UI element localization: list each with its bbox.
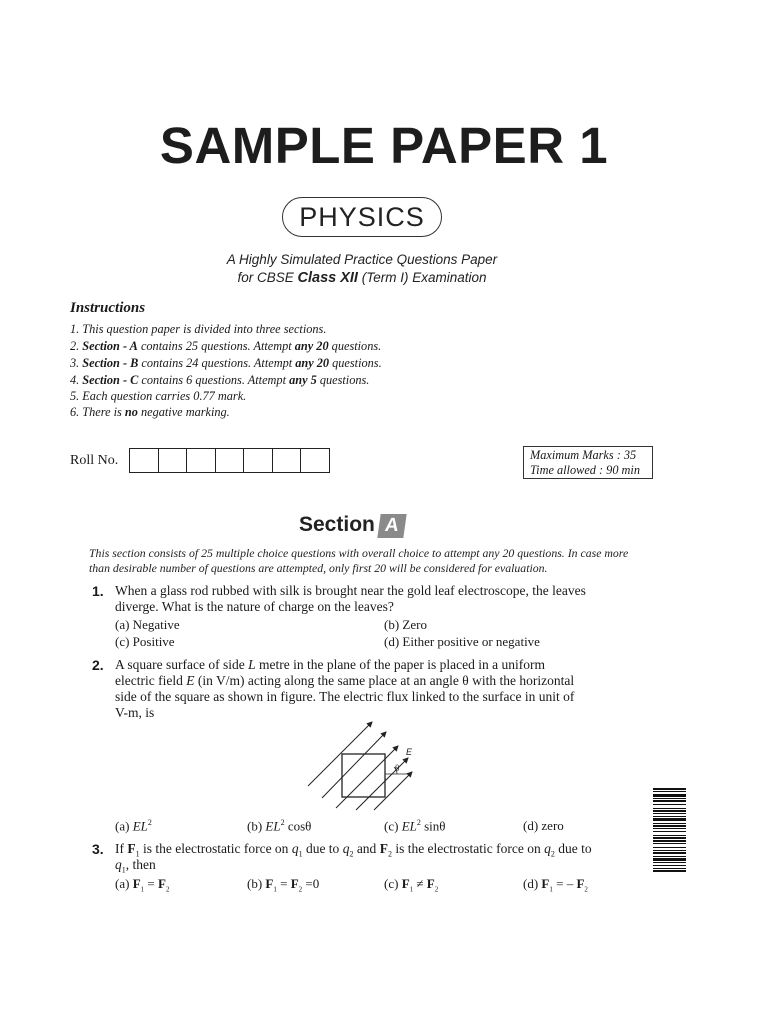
- paper-title: SAMPLE PAPER 1: [159, 117, 609, 174]
- roll-digit-box[interactable]: [300, 448, 330, 473]
- roll-digit-box[interactable]: [243, 448, 273, 473]
- option-c: (c) $F_1 \ne F_2$: [384, 876, 439, 894]
- roll-number-boxes[interactable]: [130, 448, 330, 473]
- tagline-line2: for CBSE Class XII (Term I) Examination: [237, 270, 487, 286]
- section-note: This section consists of 25 multiple choice questions with overall choice to attempt any 20 questions. In case more than desirable number of questions are attempted, only first 20 will be considered for evaluation.: [89, 546, 629, 575]
- tagline-line1: A Highly Simulated Practice Questions Paper: [226, 252, 498, 267]
- roll-number-label: Roll No.: [70, 453, 119, 468]
- class-label: Class XII: [297, 270, 358, 286]
- question-text: A square surface of side L metre in the plane of the paper is placed in a uniform: [115, 657, 545, 672]
- subject-badge: PHYSICS: [282, 197, 442, 237]
- option-b: (b) $EL^2$ cosθ: [247, 818, 312, 834]
- option-c: (c) Positive: [115, 634, 175, 649]
- instruction-item: 4. Section - C contains 6 questions. Attempt any 5 questions.: [70, 373, 370, 387]
- option-b: (b) Zero: [384, 617, 427, 632]
- question-text: $q_1$, then: [115, 857, 156, 875]
- option-c: (c) $EL^2$ sinθ: [384, 818, 446, 834]
- roll-digit-box[interactable]: [186, 448, 216, 473]
- roll-digit-box[interactable]: [215, 448, 245, 473]
- roll-digit-box[interactable]: [129, 448, 159, 473]
- maximum-marks: Maximum Marks : 35: [530, 448, 637, 462]
- option-d: (d) zero: [523, 818, 564, 833]
- instructions-heading: Instructions: [70, 300, 146, 316]
- section-letter-badge: A: [377, 514, 406, 538]
- option-b: (b) $F_1 = F_2 =0$: [247, 876, 320, 894]
- option-d: (d) Either positive or negative: [384, 634, 540, 649]
- roll-digit-box[interactable]: [272, 448, 302, 473]
- electric-field-figure: [300, 718, 430, 818]
- option-a: (a) $EL^2$: [115, 818, 152, 834]
- instruction-item: 5. Each question carries 0.77 mark.: [70, 389, 247, 403]
- option-d: (d) $F_1$ = – $F_2$: [523, 876, 588, 894]
- instruction-item: 3. Section - B contains 24 questions. Attempt any 20 questions.: [70, 356, 382, 370]
- instruction-item: 2. Section - A contains 25 questions. Attempt any 20 questions.: [70, 339, 382, 353]
- option-a: (a) $F_1 = F_2$: [115, 876, 170, 894]
- question-text: side of the square as shown in figure. The electric flux linked to the surface in unit of: [115, 689, 575, 704]
- field-label: E: [406, 747, 413, 757]
- question-text: When a glass rod rubbed with silk is brought near the gold leaf electroscope, the leaves: [115, 583, 586, 598]
- barcode: [653, 788, 686, 906]
- field-line: [322, 732, 386, 798]
- instruction-item: 6. There is no negative marking.: [70, 405, 230, 419]
- question-text: electric field E (in V/m) acting along the same place at an angle θ with the horizontal: [115, 673, 575, 688]
- theta-label: θ: [395, 763, 400, 773]
- square-surface: [342, 754, 385, 797]
- field-line: [374, 772, 412, 810]
- question-text: V-m, is: [115, 705, 155, 720]
- instruction-item: 1. This question paper is divided into three sections.: [70, 322, 327, 336]
- question-number: 2.: [92, 657, 104, 673]
- roll-digit-box[interactable]: [158, 448, 188, 473]
- question-text: diverge. What is the nature of charge on the leaves?: [115, 599, 394, 614]
- time-allowed: Time allowed : 90 min: [530, 462, 640, 477]
- section-heading: Section A: [299, 513, 405, 538]
- marks-info-box: [523, 446, 653, 479]
- question-text: If $F_1$ is the electrostatic force on $q_1$ due to $q_2$ and $F_2$ is the electrostatic force on $q_2$ due to: [115, 841, 592, 859]
- question-number: 1.: [92, 583, 104, 599]
- option-a: (a) Negative: [115, 617, 180, 632]
- question-number: 3.: [92, 841, 104, 857]
